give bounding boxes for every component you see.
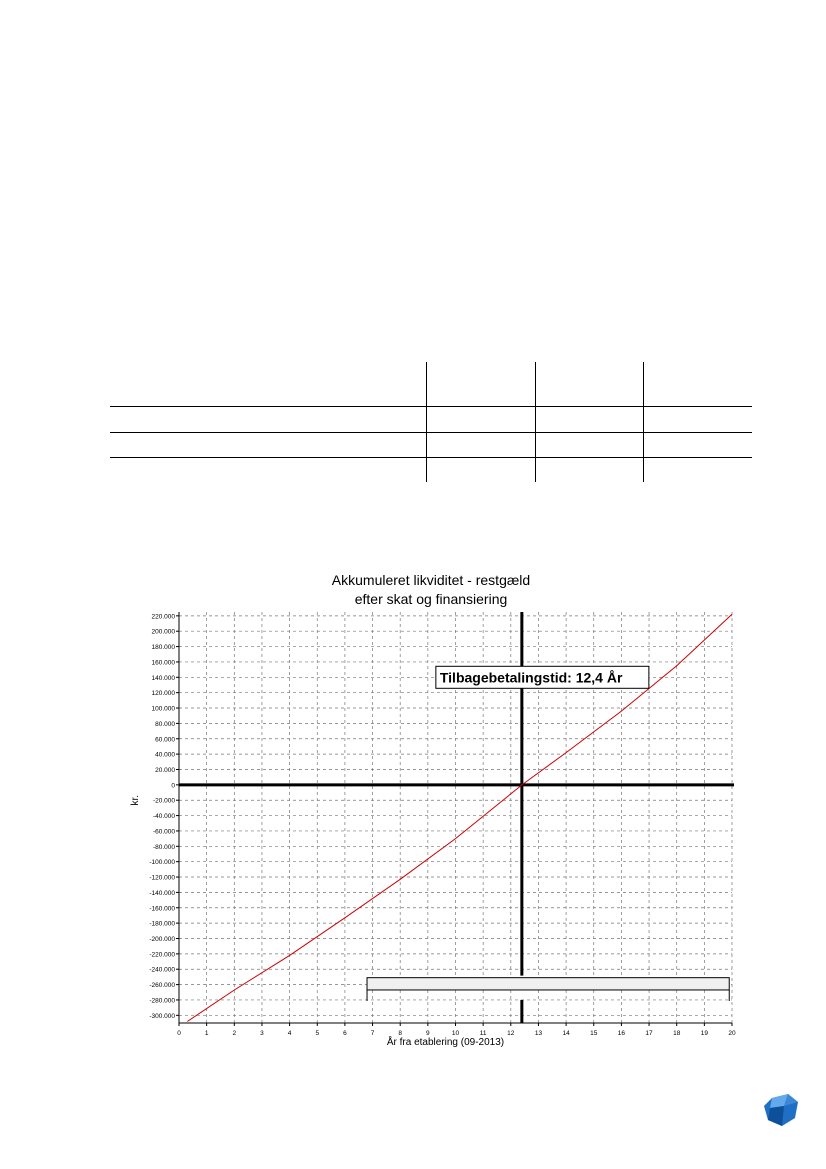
chart-title: Akkumuleret likviditet - restgæld [331, 572, 531, 588]
y-tick-label: 60.000 [155, 736, 175, 744]
liquidity-chart [0, 560, 826, 1070]
x-axis-label: År fra etablering (09-2013) [386, 1037, 505, 1048]
x-tick-label: 19 [700, 1030, 708, 1037]
company-logo [764, 1094, 798, 1126]
y-tick-label: -220.000 [149, 951, 175, 959]
x-tick-label: 18 [673, 1030, 681, 1037]
payback-annotation [436, 666, 649, 688]
y-tick-label: 100.000 [151, 705, 175, 713]
y-tick-label: 220.000 [151, 613, 175, 621]
table-column-rule [535, 362, 536, 482]
y-tick-label: -180.000 [149, 920, 175, 928]
y-tick-label: -100.000 [149, 859, 175, 867]
y-tick-label: -160.000 [149, 905, 175, 913]
y-tick-label: -260.000 [149, 982, 175, 990]
x-tick-label: 17 [645, 1030, 653, 1037]
table-rule [110, 457, 752, 458]
x-tick-label: 5 [315, 1030, 320, 1037]
y-tick-labels [149, 613, 175, 1019]
y-tick-label: -280.000 [149, 997, 175, 1005]
y-tick-label: 0 [171, 782, 175, 790]
y-tick-label: -80.000 [152, 843, 175, 851]
y-tick-label: -300.000 [149, 1012, 175, 1020]
y-tick-label: 140.000 [151, 674, 175, 682]
y-tick-label: -120.000 [149, 874, 175, 882]
y-tick-label: -20.000 [152, 797, 175, 805]
table-column-rule [643, 362, 644, 482]
y-tick-label: 20.000 [155, 766, 175, 774]
chart-subtitle: efter skat og finansiering [354, 591, 508, 607]
y-axis-label: kr. [130, 794, 141, 806]
y-tick-label: 160.000 [151, 659, 175, 667]
x-tick-label: 4 [287, 1030, 292, 1037]
y-tick-label: 180.000 [151, 644, 175, 652]
x-tick-label: 14 [562, 1030, 570, 1037]
x-tick-label: 8 [398, 1030, 403, 1037]
x-tick-label: 1 [204, 1030, 209, 1037]
x-tick-label: 7 [370, 1030, 375, 1037]
y-tick-label: -40.000 [152, 813, 175, 821]
y-tick-label: -240.000 [149, 966, 175, 974]
x-tick-label: 3 [260, 1030, 264, 1037]
y-tick-label: 120.000 [151, 690, 175, 698]
x-tick-label: 9 [426, 1030, 430, 1037]
empty-table [110, 362, 752, 482]
x-tick-label: 0 [177, 1030, 181, 1037]
table-column-rule [426, 362, 427, 482]
x-tick-label: 10 [451, 1030, 460, 1037]
y-tick-label: 80.000 [155, 720, 175, 728]
x-tick-labels [177, 1030, 736, 1037]
legend-box [367, 978, 729, 990]
y-tick-label: 40.000 [155, 751, 175, 759]
y-tick-label: -200.000 [149, 935, 175, 943]
y-tick-label: -60.000 [152, 828, 175, 836]
x-tick-label: 6 [343, 1030, 347, 1037]
x-tick-label: 12 [507, 1030, 515, 1037]
table-rule [110, 406, 752, 407]
x-tick-label: 13 [534, 1030, 543, 1037]
x-tick-label: 15 [590, 1030, 598, 1037]
annotation-label: Tilbagebetalingstid: 12,4 År [439, 669, 623, 686]
y-tick-label: -140.000 [149, 889, 175, 897]
x-tick-label: 20 [728, 1030, 736, 1037]
y-tick-label: 200.000 [151, 628, 175, 636]
table-rule [110, 432, 752, 433]
x-tick-label: 11 [479, 1030, 487, 1037]
x-tick-label: 16 [617, 1030, 626, 1037]
x-tick-label: 2 [232, 1030, 237, 1037]
